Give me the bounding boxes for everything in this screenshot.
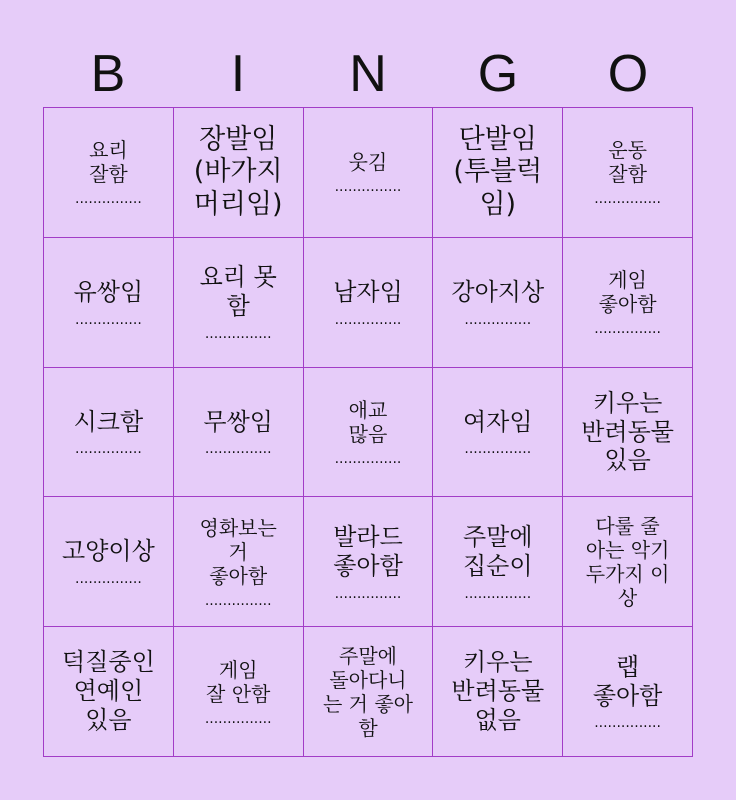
bingo-cell-text: 단발임 (투블럭 임) <box>453 123 543 220</box>
bingo-cell-dotted-line: ............... <box>464 585 532 602</box>
bingo-cell[interactable] <box>174 627 304 757</box>
bingo-cell[interactable] <box>563 238 693 368</box>
bingo-cell-text: 시크함 <box>73 407 144 436</box>
bingo-cell-text: 주말에 집순이 <box>463 522 533 580</box>
bingo-cell-text: 유쌍임 <box>73 277 144 306</box>
bingo-cell-text: 운동 잘함 <box>608 138 647 187</box>
bingo-cell[interactable] <box>433 108 563 238</box>
bingo-cell-dotted-line: ............... <box>75 571 142 588</box>
header-letter-g: G <box>477 45 519 103</box>
bingo-cell[interactable] <box>433 627 563 757</box>
bingo-cell-text: 발라드 좋아함 <box>333 522 403 580</box>
bingo-cell[interactable] <box>433 497 563 627</box>
bingo-cell-dotted-line: ............... <box>334 311 402 328</box>
bingo-cell[interactable] <box>174 238 304 368</box>
bingo-cell-text: 요리 못 함 <box>199 263 277 321</box>
bingo-cell[interactable] <box>44 368 174 498</box>
bingo-cell[interactable] <box>44 108 174 238</box>
bingo-cell-text: 여자임 <box>463 407 533 436</box>
header-letter-o: O <box>607 45 649 103</box>
bingo-cell[interactable] <box>44 238 174 368</box>
bingo-cell-dotted-line: ............... <box>334 179 402 196</box>
bingo-cell-text: 주말에 돌아다니 는 거 좋아 함 <box>322 643 413 740</box>
bingo-header <box>43 40 693 108</box>
bingo-cell[interactable] <box>563 108 693 238</box>
bingo-cell[interactable] <box>563 368 693 498</box>
bingo-cell-text: 장발임 (바가지 머리임) <box>193 123 283 220</box>
bingo-cell-text: 게임 좋아함 <box>598 268 657 317</box>
bingo-cell-dotted-line: ............... <box>594 321 661 338</box>
bingo-cell-dotted-line: ............... <box>204 710 272 727</box>
bingo-cell-dotted-line: ............... <box>75 441 142 458</box>
bingo-cell-dotted-line: ............... <box>204 325 272 342</box>
bingo-cell-dotted-line: ............... <box>204 592 272 609</box>
bingo-cell[interactable] <box>304 627 434 757</box>
bingo-cell-dotted-line: ............... <box>204 441 272 458</box>
bingo-cell-text: 키우는 반려동물 있음 <box>581 388 674 475</box>
bingo-cell[interactable] <box>563 497 693 627</box>
bingo-cell-text: 고양이상 <box>62 537 155 566</box>
bingo-cell[interactable] <box>174 497 304 627</box>
bingo-grid <box>43 107 693 757</box>
bingo-cell-text: 게임 잘 안함 <box>206 657 271 706</box>
bingo-cell-dotted-line: ............... <box>594 191 661 208</box>
bingo-cell[interactable] <box>304 238 434 368</box>
bingo-cell-dotted-line: ............... <box>594 715 661 732</box>
bingo-cell-text: 요리 잘함 <box>89 138 128 187</box>
bingo-cell-dotted-line: ............... <box>75 191 142 208</box>
header-letter-n: N <box>349 45 387 103</box>
bingo-cell[interactable] <box>44 497 174 627</box>
bingo-cell[interactable] <box>174 108 304 238</box>
bingo-cell-text: 애교 많음 <box>348 397 388 446</box>
bingo-cell-text: 남자임 <box>333 277 403 306</box>
bingo-cell-text: 덕질중인 연예인 있음 <box>62 648 155 734</box>
header-letter-b: B <box>90 45 126 103</box>
bingo-cell-text: 강아지상 <box>451 277 545 306</box>
bingo-cell-text: 영화보는 거 좋아함 <box>199 515 277 588</box>
bingo-cell[interactable] <box>433 368 563 498</box>
bingo-cell[interactable] <box>304 108 434 238</box>
header-letter-i: I <box>230 45 246 103</box>
bingo-cell-text: 웃김 <box>348 150 388 175</box>
bingo-cell-dotted-line: ............... <box>464 311 532 328</box>
bingo-cell-dotted-line: ............... <box>334 585 402 602</box>
bingo-cell-dotted-line: ............... <box>464 441 532 458</box>
bingo-cell[interactable] <box>44 627 174 757</box>
bingo-cell[interactable] <box>563 627 693 757</box>
bingo-cell[interactable] <box>433 238 563 368</box>
bingo-cell[interactable] <box>174 368 304 498</box>
bingo-cell-text: 다룰 줄 아는 악기 두가지 이 상 <box>585 513 670 610</box>
bingo-cell-text: 랩 좋아함 <box>592 652 663 710</box>
bingo-cell[interactable] <box>304 368 434 498</box>
bingo-cell-text: 키우는 반려동물 없음 <box>451 648 545 734</box>
bingo-cell-text: 무쌍임 <box>203 407 273 436</box>
bingo-cell[interactable] <box>304 497 434 627</box>
bingo-cell-dotted-line: ............... <box>75 311 142 328</box>
bingo-cell-dotted-line: ............... <box>334 450 402 467</box>
